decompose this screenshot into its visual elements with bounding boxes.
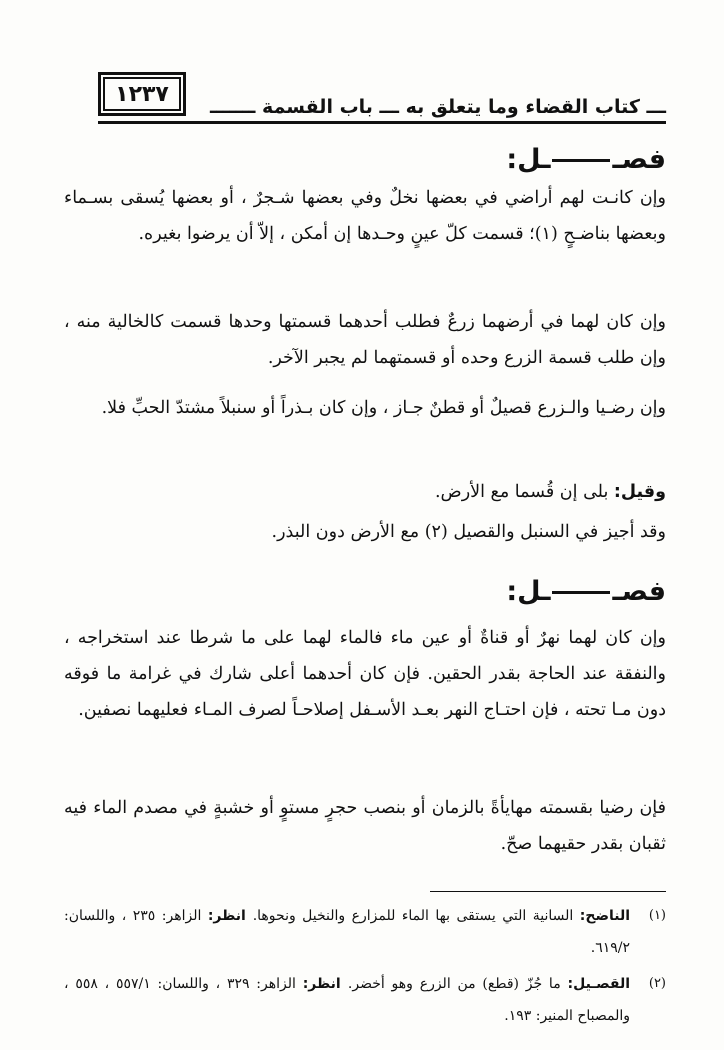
section-2-paragraph-2: فإن رضيا بقسمته مهايأةً بالزمان أو بنصب حجرٍ مستوٍ أو خشبةٍ في مصدم الماء فيه ثقبان بقدر حقيهما صحّ. <box>64 798 666 854</box>
footnote-1 <box>64 900 666 964</box>
section-1-paragraph-3: وإن رضـيا والـزرع قصيلٌ أو قطنٌ جـاز ، وإن كان بـذراً أو سنبلاً مشتدّ الحبِّ فلا. <box>101 398 666 418</box>
page-number: ١٢٣٧ <box>98 72 186 116</box>
qila-label: وقيل: <box>613 482 666 502</box>
footnote-rule <box>430 891 666 892</box>
footnote-1-mark: (١) <box>648 908 666 923</box>
section-1-paragraph-5: وقد أجيز في السنبل والقصيل (٢) مع الأرض دون البذر. <box>271 522 666 542</box>
section-1-paragraph-1: وإن كانـت لهم أراضي في بعضها نخلٌ وفي بعضها شـجرٌ ، أو بعضها يُسقى بسـماء وبعضها بناضـحٍ (١)؛ قسمت كلّ عينٍ وحـدها إن أمكن ، إلاّ أن يرضوا بغيره. <box>64 188 666 244</box>
footnote-2-mark: (٢) <box>648 976 666 991</box>
section-1-paragraph-2: وإن كان لهما في أرضهما زرعٌ فطلب أحدهما قسمتها وحدها قسمت كالخالية منه ، وإن طلب قسمة الزرع وحده أو قسمتهما لم يجبر الآخر. <box>64 312 666 368</box>
qila-text: بلى إن قُسما مع الأرض. <box>434 482 614 502</box>
footnote-2-text: القصـيل: ما جُزّ (قطع) من الزرع وهو أخضر. انظر: الزاهر: ٣٢٩ ، واللسان: ٥٥٧/١ ، ٥٥٨ ، والمصباح المنير: ١٩٣. <box>64 976 631 1024</box>
header-rule <box>98 121 666 124</box>
section-2-title: فصــل: <box>506 576 666 607</box>
section-1-paragraph-4 <box>64 474 666 510</box>
running-header-title: ـــ كتاب القضاء وما يتعلق به ـــ باب القسمة ـــــــ <box>209 96 666 118</box>
footnote-2 <box>64 968 666 1032</box>
footnote-1-text: الناضح: السانية التي يستقى بها الماء للمزارع والنخيل ونحوها. انظر: الزاهر: ٢٣٥ ، واللسان: ٦١٩/٢. <box>64 908 631 956</box>
section-1-title: فصــل: <box>506 144 666 175</box>
section-2-paragraph-1: وإن كان لهما نهرٌ أو قناةٌ أو عين ماء فالماء لهما على ما شرطا عند استخراجه ، والنفقة عند الحاجة بقدر الحقين. فإن كان أحدهما أعلى شارك في غرامة ما فوقه دون مـا تحته ، فإن احتـاج النهر بعـد الأسـفل إصلاحـاً لصرف المـاء فعليهما نصفين. <box>64 628 666 720</box>
